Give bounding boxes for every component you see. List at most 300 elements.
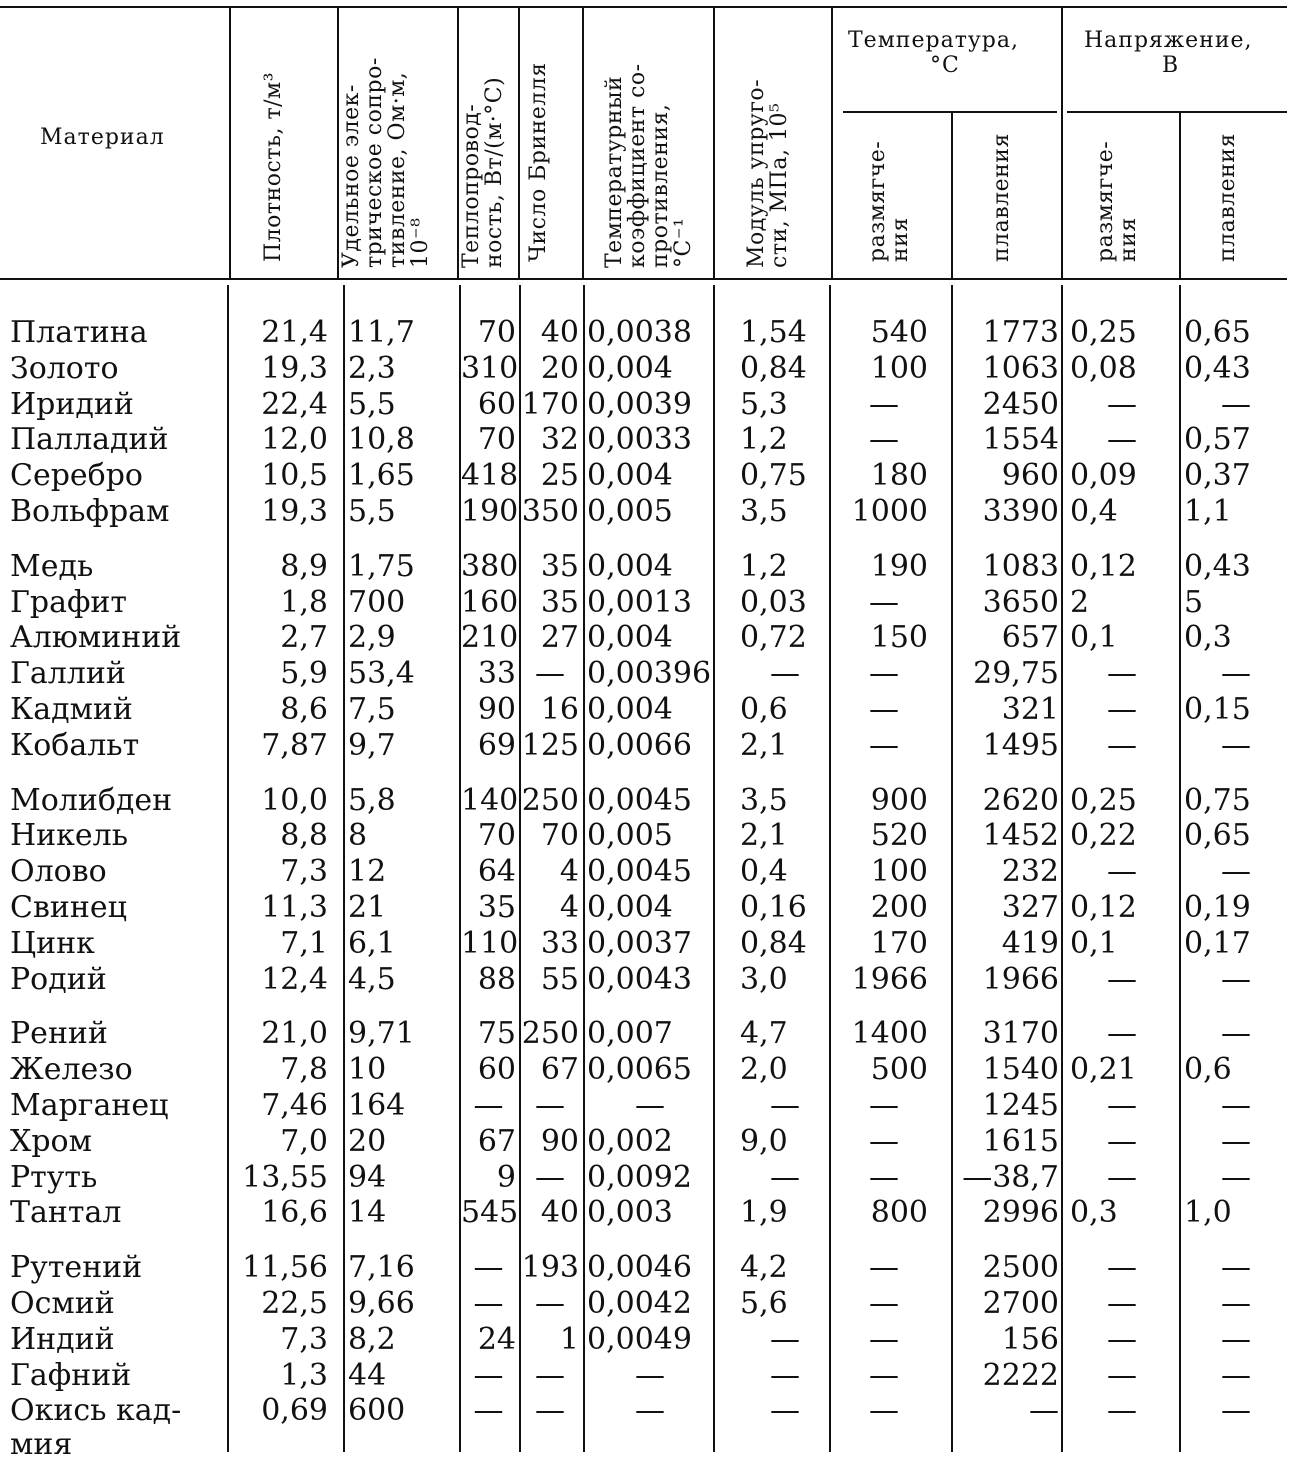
cell-tcr: 0,0066 (587, 727, 692, 763)
cell-brinell: 250 (521, 782, 579, 818)
cell-modulus: 0,4 (740, 854, 788, 890)
cell-resistivity: 600 (348, 1393, 406, 1429)
cell-material: Кобальт (10, 727, 140, 763)
header-modulus: Модуль упруго- сти, МПа, 10⁵ (744, 78, 792, 268)
cell-tcr: 0,0037 (587, 925, 692, 961)
cell-brinell: 20 (540, 350, 579, 386)
cell-t-melt: 1615 (982, 1123, 1059, 1159)
cell-resistivity: 5,5 (348, 386, 396, 422)
cell-density: 10,5 (261, 458, 328, 494)
cell-material: Платина (10, 315, 148, 350)
cell-density: 21,4 (261, 315, 328, 350)
table-row (0, 1016, 1294, 1052)
cell-density: 5,9 (280, 656, 328, 692)
cell-v-soft: 0,25 (1070, 315, 1137, 350)
cell-t-melt: 2500 (982, 1250, 1059, 1286)
cell-tcr: 0,0065 (587, 1052, 692, 1088)
cell-t-soft: 100 (870, 854, 928, 890)
cell-tcr: 0,0045 (587, 854, 692, 890)
cell-conductivity: — (473, 1088, 504, 1123)
table-row (0, 818, 1294, 854)
cell-t-melt: 1452 (982, 818, 1059, 854)
cell-conductivity: 160 (461, 584, 519, 620)
cell-material: Графит (10, 584, 128, 620)
cell-resistivity: 9,66 (348, 1286, 415, 1321)
table-row (0, 962, 1294, 998)
cell-resistivity: 700 (348, 584, 406, 620)
cell-resistivity: 2,3 (348, 350, 396, 386)
cell-v-melt: 0,65 (1184, 315, 1251, 350)
table-row (0, 728, 1294, 764)
cell-material: Алюминий (10, 620, 182, 656)
header-voltage: Напряжение, (1084, 28, 1253, 53)
cell-density: 12,0 (261, 422, 328, 458)
cell-resistivity: 5,8 (348, 782, 396, 818)
cell-t-melt: 960 (1001, 458, 1059, 494)
cell-modulus: — (770, 1088, 800, 1123)
cell-v-soft: 0,09 (1070, 458, 1137, 494)
cell-modulus: 0,84 (740, 925, 807, 961)
table-row (0, 387, 1294, 423)
cell-tcr: 0,005 (587, 494, 673, 529)
table-row (0, 620, 1294, 656)
cell-material: Окись кад- (10, 1393, 182, 1429)
cell-t-melt: 321 (1001, 692, 1059, 727)
cell-modulus: — (770, 1357, 800, 1393)
cell-brinell: 35 (540, 584, 579, 620)
cell-v-soft: — (1107, 1286, 1137, 1321)
cell-material: Рутений (10, 1250, 143, 1286)
cell-t-soft: 800 (870, 1195, 928, 1231)
cell-modulus: 4,7 (740, 1016, 788, 1052)
cell-v-melt: — (1221, 961, 1251, 997)
cell-v-soft: — (1107, 1357, 1137, 1393)
cell-material: Вольфрам (10, 494, 170, 529)
cell-t-melt: 1245 (982, 1088, 1059, 1123)
header-temperature: Температура, (848, 28, 1019, 53)
cell-brinell: — (535, 1286, 565, 1321)
cell-conductivity: 140 (461, 782, 519, 818)
cell-t-soft: — (869, 656, 899, 692)
cell-resistivity: 4,5 (348, 961, 396, 997)
cell-material: Ртуть (10, 1159, 98, 1195)
cell-conductivity: 67 (477, 1123, 516, 1159)
cell-t-melt: —38,7 (962, 1159, 1059, 1195)
cell-t-melt: 156 (1001, 1321, 1059, 1357)
cell-conductivity: 35 (477, 890, 516, 925)
header-volt-melting: плавления (1215, 133, 1240, 262)
cell-modulus: 0,84 (740, 350, 807, 386)
cell-t-soft: — (869, 1357, 899, 1393)
last-row-name-continuation: мия (10, 1427, 73, 1462)
cell-t-soft: 180 (870, 458, 928, 494)
table-row (0, 1052, 1294, 1088)
cell-modulus: 3,5 (740, 494, 788, 529)
cell-tcr: 0,0043 (587, 961, 692, 997)
temperature-group-rule (843, 111, 1057, 113)
cell-v-melt: — (1221, 1123, 1251, 1159)
cell-tcr: 0,004 (587, 620, 673, 656)
table-row (0, 890, 1294, 926)
table-row (0, 315, 1294, 351)
cell-material: Иридий (10, 386, 134, 422)
cell-modulus: 0,03 (740, 584, 807, 620)
cell-v-melt: — (1221, 386, 1251, 422)
cell-brinell: 4 (559, 890, 579, 925)
cell-v-soft: — (1107, 422, 1137, 458)
cell-v-soft: — (1107, 386, 1137, 422)
cell-density: 7,0 (280, 1123, 328, 1159)
cell-material: Тантал (10, 1195, 122, 1231)
table-top-rule (0, 6, 1287, 8)
cell-t-melt: 2450 (982, 386, 1059, 422)
cell-t-soft: 540 (870, 315, 928, 350)
cell-modulus: 9,0 (740, 1123, 788, 1159)
cell-t-soft: — (869, 1159, 899, 1195)
cell-material: Родий (10, 961, 107, 997)
cell-brinell: 33 (540, 925, 579, 961)
cell-v-soft: 2 (1070, 584, 1090, 620)
cell-t-melt: 3390 (982, 494, 1059, 529)
cell-modulus: 1,2 (740, 548, 788, 584)
cell-resistivity: 5,5 (348, 494, 396, 529)
cell-v-soft: 0,21 (1070, 1052, 1137, 1088)
cell-v-melt: — (1221, 1016, 1251, 1052)
cell-v-melt: 0,19 (1184, 890, 1251, 925)
cell-tcr: 0,0039 (587, 386, 692, 422)
cell-density: 19,3 (261, 494, 328, 529)
cell-conductivity: 380 (461, 548, 519, 584)
cell-t-melt: 1540 (982, 1052, 1059, 1088)
cell-tcr: 0,0045 (587, 782, 692, 818)
cell-density: 16,6 (261, 1195, 328, 1231)
table-row (0, 549, 1294, 585)
cell-t-melt: 1773 (982, 315, 1059, 350)
cell-tcr: 0,003 (587, 1195, 673, 1231)
cell-material: Цинк (10, 925, 95, 961)
cell-density: 2,7 (280, 620, 328, 656)
cell-conductivity: 70 (477, 422, 516, 458)
cell-v-melt: 0,65 (1184, 818, 1251, 854)
cell-v-soft: — (1107, 656, 1137, 692)
cell-t-soft: — (869, 1088, 899, 1123)
cell-modulus: — (770, 1159, 800, 1195)
cell-brinell: 70 (540, 818, 579, 854)
cell-material: Золото (10, 350, 119, 386)
cell-resistivity: 21 (348, 890, 387, 925)
cell-resistivity: 8,2 (348, 1321, 396, 1357)
cell-modulus: 3,5 (740, 782, 788, 818)
cell-modulus: 2,1 (740, 818, 788, 854)
table-row (0, 692, 1294, 728)
table-row (0, 783, 1294, 819)
cell-density: 22,5 (261, 1286, 328, 1321)
cell-conductivity: 88 (477, 961, 516, 997)
cell-v-melt: 0,3 (1184, 620, 1232, 656)
table-row (0, 926, 1294, 962)
cell-brinell: 193 (521, 1250, 579, 1286)
cell-conductivity: — (473, 1393, 504, 1429)
cell-v-melt: 0,75 (1184, 782, 1251, 818)
cell-tcr: 0,0046 (587, 1250, 692, 1286)
cell-resistivity: 2,9 (348, 620, 396, 656)
cell-modulus: 0,72 (740, 620, 807, 656)
cell-t-melt: 657 (1001, 620, 1059, 656)
cell-v-soft: — (1107, 1123, 1137, 1159)
header-col-sep (1179, 113, 1181, 278)
cell-t-melt: 1554 (982, 422, 1059, 458)
header-col-sep (582, 8, 584, 278)
cell-material: Осмий (10, 1286, 115, 1321)
cell-t-melt: 1966 (982, 961, 1059, 997)
cell-density: 0,69 (261, 1393, 328, 1429)
cell-material: Железо (10, 1052, 133, 1088)
cell-v-soft: — (1107, 1393, 1137, 1429)
cell-t-soft: 190 (870, 548, 928, 584)
cell-brinell: 350 (521, 494, 579, 529)
cell-tcr: 0,004 (587, 890, 673, 925)
cell-t-soft: — (869, 422, 899, 458)
cell-t-melt: 3650 (982, 584, 1059, 620)
cell-density: 8,9 (280, 548, 328, 584)
cell-t-melt: 29,75 (973, 656, 1059, 692)
cell-brinell: 4 (559, 854, 579, 890)
header-bottom-rule (0, 278, 1287, 280)
cell-v-melt: — (1221, 656, 1251, 692)
cell-v-melt: 0,43 (1184, 548, 1251, 584)
cell-brinell: 250 (521, 1016, 579, 1052)
cell-v-melt: 5 (1184, 584, 1204, 620)
cell-v-melt: 0,43 (1184, 350, 1251, 386)
cell-modulus: — (770, 1393, 800, 1429)
cell-conductivity: 110 (461, 925, 519, 961)
cell-t-soft: 150 (870, 620, 928, 656)
cell-conductivity: 90 (477, 692, 516, 727)
cell-conductivity: 190 (461, 494, 519, 529)
cell-brinell: 125 (521, 727, 579, 763)
cell-tcr: 0,004 (587, 548, 673, 584)
cell-v-melt: — (1221, 1321, 1251, 1357)
cell-t-melt: 2700 (982, 1286, 1059, 1321)
cell-conductivity: 64 (477, 854, 516, 890)
cell-resistivity: 7,5 (348, 692, 396, 727)
cell-t-soft: — (869, 1321, 899, 1357)
table-row (0, 458, 1294, 494)
voltage-group-rule (1067, 111, 1287, 113)
cell-modulus: 0,6 (740, 692, 788, 727)
cell-modulus: — (770, 1321, 800, 1357)
cell-v-melt: — (1221, 1250, 1251, 1286)
cell-v-soft: 0,08 (1070, 350, 1137, 386)
header-temperature-unit: °С (930, 53, 960, 78)
cell-v-soft: 0,3 (1070, 1195, 1118, 1231)
cell-modulus: 1,54 (740, 315, 807, 350)
cell-resistivity: 14 (348, 1195, 387, 1231)
cell-material: Марганец (10, 1088, 169, 1123)
cell-t-soft: 100 (870, 350, 928, 386)
header-temp-melting: плавления (989, 133, 1014, 262)
header-tcr: Температурный коэффициент со- противления, °С⁻¹ (602, 63, 696, 268)
cell-v-soft: 0,12 (1070, 890, 1137, 925)
cell-t-melt: 1083 (982, 548, 1059, 584)
cell-v-soft: 0,4 (1070, 494, 1118, 529)
cell-t-melt: — (1029, 1393, 1059, 1429)
cell-material: Свинец (10, 890, 127, 925)
cell-tcr: 0,0049 (587, 1321, 692, 1357)
cell-density: 7,1 (280, 925, 328, 961)
cell-density: 7,87 (261, 727, 328, 763)
cell-resistivity: 94 (348, 1159, 387, 1195)
cell-conductivity: 75 (477, 1016, 516, 1052)
cell-t-soft: 500 (870, 1052, 928, 1088)
cell-conductivity: 418 (461, 458, 519, 494)
cell-v-melt: — (1221, 854, 1251, 890)
cell-density: 11,56 (242, 1250, 328, 1286)
header-resistivity: Удельное элек- трическое сопро- тивление, Ом·м, 10⁻⁸ (339, 57, 433, 268)
table-row (0, 1393, 1294, 1429)
cell-modulus: 4,2 (740, 1250, 788, 1286)
cell-conductivity: 70 (477, 315, 516, 350)
cell-conductivity: — (473, 1286, 504, 1321)
cell-v-melt: — (1221, 1393, 1251, 1429)
cell-density: 7,8 (280, 1052, 328, 1088)
cell-tcr: — (635, 1357, 665, 1393)
header-col-sep (229, 8, 231, 278)
cell-t-soft: — (869, 1393, 899, 1429)
cell-modulus: 5,6 (740, 1286, 788, 1321)
header-temp-softening: размягче- ния (865, 140, 913, 262)
cell-t-soft: 1000 (851, 494, 928, 529)
cell-density: 10,0 (261, 782, 328, 818)
cell-t-soft: 900 (870, 782, 928, 818)
cell-t-soft: — (869, 386, 899, 422)
cell-material: Галлий (10, 656, 126, 692)
cell-density: 19,3 (261, 350, 328, 386)
table-row (0, 494, 1294, 530)
cell-t-soft: 520 (870, 818, 928, 854)
cell-t-soft: — (869, 1250, 899, 1286)
table-row (0, 1322, 1294, 1358)
cell-v-soft: — (1107, 727, 1137, 763)
cell-modulus: 2,1 (740, 727, 788, 763)
cell-v-soft: — (1107, 1016, 1137, 1052)
cell-density: 22,4 (261, 386, 328, 422)
cell-v-melt: — (1221, 1088, 1251, 1123)
cell-brinell: 35 (540, 548, 579, 584)
header-conductivity: Теплопровод- ность, Вт/(м·°С) (459, 76, 507, 268)
table-row (0, 585, 1294, 621)
header-col-sep (831, 8, 833, 278)
cell-material: Олово (10, 854, 107, 890)
cell-t-melt: 2620 (982, 782, 1059, 818)
cell-v-soft: — (1107, 961, 1137, 997)
header-col-sep (951, 113, 953, 278)
cell-t-melt: 327 (1001, 890, 1059, 925)
cell-tcr: — (635, 1393, 665, 1429)
cell-resistivity: 9,71 (348, 1016, 415, 1052)
header-volt-softening: размягче- ния (1093, 140, 1141, 262)
cell-resistivity: 11,7 (348, 315, 415, 350)
cell-brinell: 25 (540, 458, 579, 494)
table-row (0, 854, 1294, 890)
cell-conductivity: 69 (477, 727, 516, 763)
cell-brinell: 90 (540, 1123, 579, 1159)
cell-resistivity: 44 (348, 1357, 387, 1393)
cell-v-soft: — (1107, 1321, 1137, 1357)
cell-v-melt: — (1221, 1357, 1251, 1393)
cell-v-soft: — (1107, 1159, 1137, 1195)
cell-brinell: 67 (540, 1052, 579, 1088)
cell-t-melt: 1495 (982, 727, 1059, 763)
cell-resistivity: 10,8 (348, 422, 415, 458)
cell-tcr: 0,0038 (587, 315, 692, 350)
cell-density: 21,0 (261, 1016, 328, 1052)
cell-conductivity: 210 (461, 620, 519, 656)
header-col-sep (518, 8, 520, 278)
cell-v-melt: — (1221, 727, 1251, 763)
cell-density: 1,3 (280, 1357, 328, 1393)
cell-modulus: 1,2 (740, 422, 788, 458)
cell-resistivity: 1,75 (348, 548, 415, 584)
cell-v-soft: 0,25 (1070, 782, 1137, 818)
cell-brinell: — (535, 1393, 565, 1429)
cell-brinell: — (535, 656, 565, 692)
cell-tcr: — (635, 1088, 665, 1123)
cell-density: 8,6 (280, 692, 328, 727)
cell-conductivity: 24 (477, 1321, 516, 1357)
header-material: Материал (40, 125, 165, 150)
cell-resistivity: 164 (348, 1088, 406, 1123)
cell-t-soft: — (869, 1123, 899, 1159)
cell-modulus: 3,0 (740, 961, 788, 997)
cell-material: Никель (10, 818, 129, 854)
cell-tcr: 0,0013 (587, 584, 692, 620)
cell-v-soft: — (1107, 1088, 1137, 1123)
cell-t-soft: 200 (870, 890, 928, 925)
table-row (0, 422, 1294, 458)
cell-v-melt: 0,57 (1184, 422, 1251, 458)
cell-material: Гафний (10, 1357, 132, 1393)
header-col-sep (1061, 8, 1063, 278)
cell-v-melt: — (1221, 1159, 1251, 1195)
cell-brinell: — (535, 1357, 565, 1393)
cell-modulus: 5,3 (740, 386, 788, 422)
cell-tcr: 0,0033 (587, 422, 692, 458)
cell-v-melt: 0,15 (1184, 692, 1251, 727)
cell-t-melt: 3170 (982, 1016, 1059, 1052)
cell-conductivity: 60 (477, 386, 516, 422)
cell-density: 7,46 (261, 1088, 328, 1123)
cell-v-soft: — (1107, 692, 1137, 727)
cell-v-soft: 0,1 (1070, 925, 1118, 961)
cell-t-soft: 170 (870, 925, 928, 961)
cell-t-soft: — (869, 727, 899, 763)
cell-tcr: 0,004 (587, 350, 673, 386)
cell-v-soft: 0,12 (1070, 548, 1137, 584)
cell-t-soft: 1966 (851, 961, 928, 997)
cell-v-soft: 0,22 (1070, 818, 1137, 854)
cell-density: 7,3 (280, 854, 328, 890)
cell-resistivity: 9,7 (348, 727, 396, 763)
cell-material: Серебро (10, 458, 143, 494)
cell-v-melt: 0,6 (1184, 1052, 1232, 1088)
table-row (0, 1250, 1294, 1286)
cell-material: Хром (10, 1123, 92, 1159)
cell-resistivity: 12 (348, 854, 387, 890)
cell-brinell: 1 (559, 1321, 579, 1357)
table-row (0, 1195, 1294, 1231)
cell-modulus: — (770, 656, 800, 692)
